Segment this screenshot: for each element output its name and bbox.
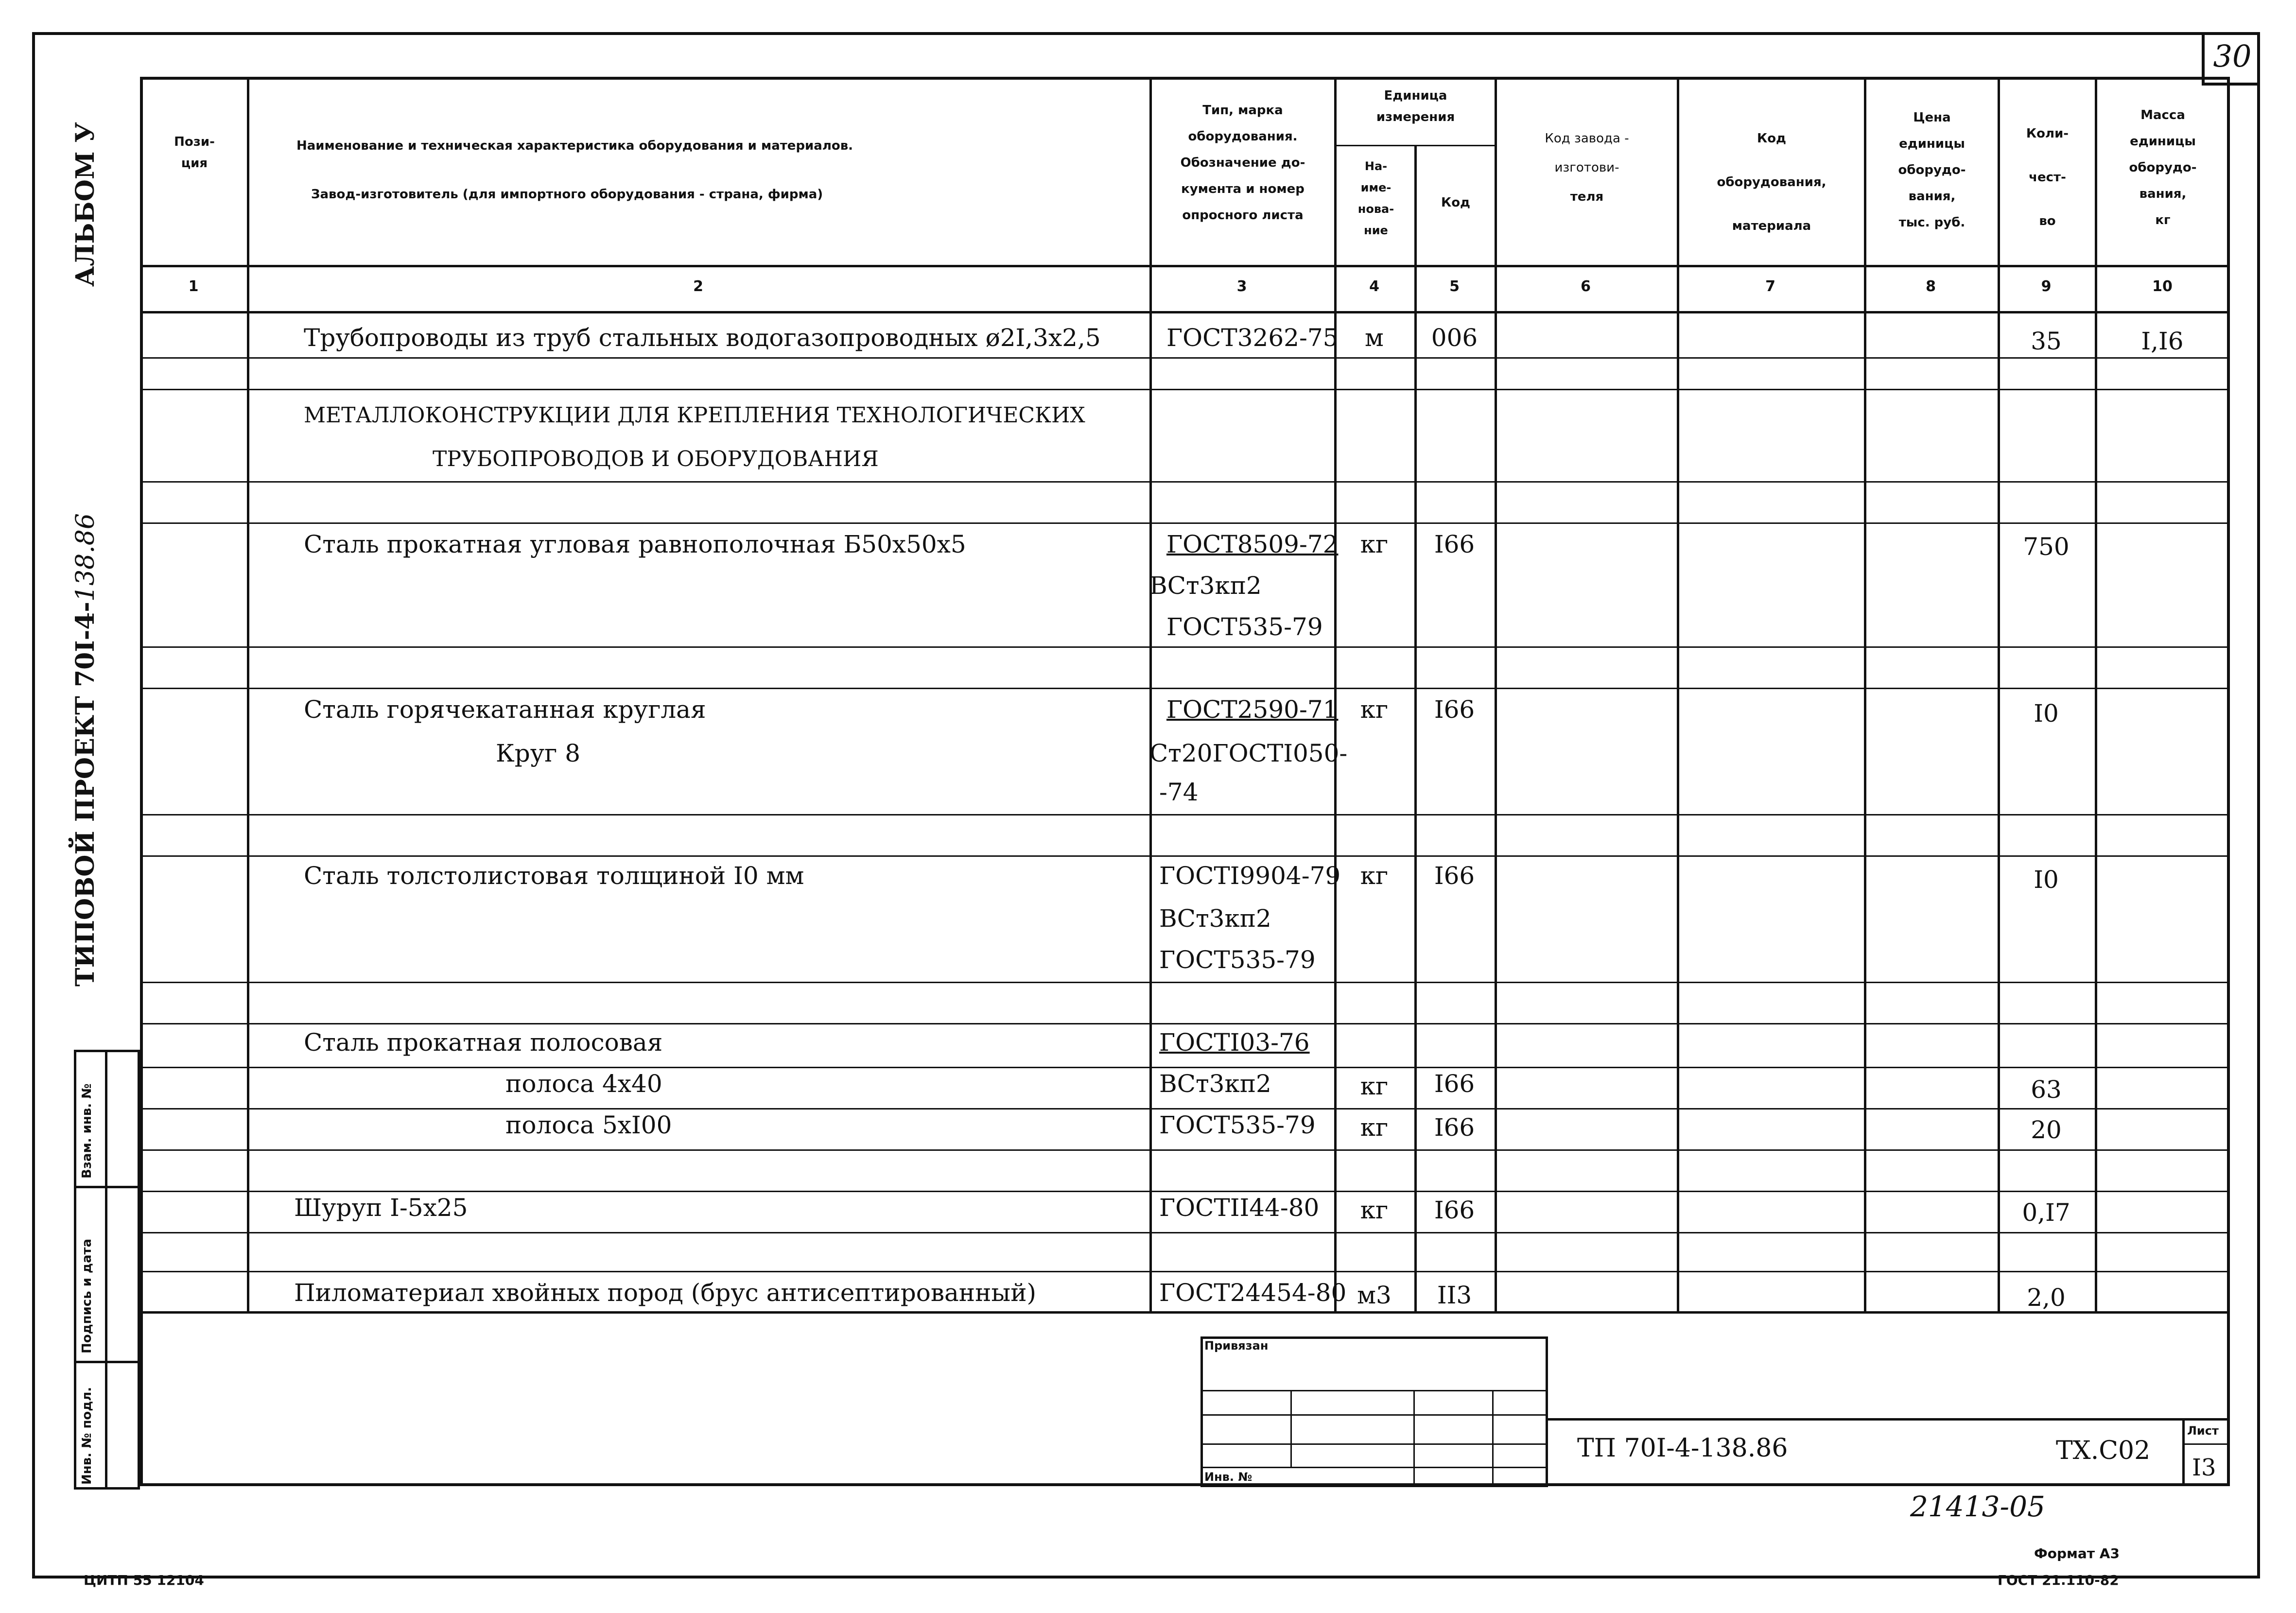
header-quantity-line2: чест-	[2029, 170, 2066, 185]
row-plate-qty: I0	[2034, 866, 2059, 894]
row-plate-name: Сталь толстолистовая толщиной I0 мм	[304, 862, 804, 890]
project-label-text: ТИПОВОЙ ПРОЕКТ 70I-4-	[70, 602, 100, 987]
header-unit-name-line3: нова-	[1357, 202, 1394, 216]
row-angle-grade: ВСт3кп2	[1149, 572, 1262, 600]
header-mass	[2097, 102, 2228, 233]
section-heading-line2: ТРУБОПРОВОДОВ И ОБОРУДОВАНИЯ	[433, 447, 879, 471]
row-1-qty: 35	[2031, 327, 2062, 355]
row-angle-code: I66	[1434, 530, 1475, 558]
header-factory-code	[1497, 117, 1677, 219]
col-number-6: 6	[1581, 278, 1591, 295]
row-plate-unit: кг	[1360, 862, 1389, 890]
row-strip-name: Сталь прокатная полосовая	[304, 1028, 663, 1057]
header-type-line1: Тип, марка	[1202, 103, 1283, 118]
handwritten-number: 21413-05	[1910, 1490, 2045, 1523]
row-lumber-unit: м3	[1357, 1281, 1392, 1309]
row-round-code: I66	[1434, 695, 1475, 724]
row-strip-b-qty: 20	[2031, 1116, 2062, 1144]
header-unit-name-line4: ние	[1364, 224, 1388, 237]
row-angle-unit: кг	[1360, 530, 1389, 558]
col-number-10: 10	[2152, 278, 2173, 295]
header-factory-code-line1: Код завода -	[1545, 131, 1629, 146]
header-unit-line2: измерения	[1376, 110, 1455, 124]
header-type-line4: кумента и номер	[1181, 182, 1305, 196]
row-round-unit: кг	[1360, 695, 1389, 724]
col-number-7: 7	[1765, 278, 1775, 295]
stamp-label-inv-original: Инв. № подл.	[80, 1387, 94, 1485]
row-screw-name: Шуруп I-5х25	[294, 1194, 468, 1222]
row-screw-qty: 0,I7	[2022, 1198, 2070, 1227]
header-unit-code: Код	[1441, 195, 1471, 210]
header-equipment-code	[1679, 117, 1864, 248]
header-mass-line5: кг	[2155, 213, 2171, 227]
header-type	[1153, 97, 1333, 228]
header-quantity-line3: во	[2039, 214, 2056, 228]
header-quantity-line1: Коли-	[2026, 126, 2069, 141]
header-equipment-code-line2: оборудования,	[1717, 175, 1826, 190]
header-price-line2: единицы	[1899, 137, 1965, 151]
row-round-qty: I0	[2034, 699, 2059, 728]
row-lumber-doc: ГОСТ24454-80	[1159, 1279, 1347, 1307]
row-round-sub-doc: Ст20ГОСТI050-	[1149, 739, 1348, 767]
header-unit-line1: Единица	[1384, 88, 1447, 103]
row-lumber-qty: 2,0	[2027, 1283, 2066, 1312]
row-strip-a-name: полоса 4х40	[505, 1070, 662, 1098]
row-1-unit: м	[1365, 324, 1384, 352]
row-angle-qty: 750	[2023, 533, 2070, 561]
row-lumber-name: Пиломатериал хвойных пород (брус антисептированный)	[294, 1279, 1037, 1307]
header-position-line1: Пози-	[174, 135, 215, 149]
row-strip-a-code: I66	[1434, 1070, 1475, 1098]
format-label: Формат А3	[2034, 1545, 2120, 1561]
project-label-handwritten: 138.86	[71, 513, 100, 602]
header-type-line3: Обозначение до-	[1180, 156, 1305, 170]
header-factory-code-line3: теля	[1570, 190, 1604, 204]
row-1-code: 006	[1431, 324, 1478, 352]
header-equipment-code-line3: материала	[1732, 219, 1811, 233]
row-round-doc: ГОСТ2590-71	[1166, 695, 1339, 724]
header-unit-name-line1: На-	[1364, 159, 1388, 173]
col-number-3: 3	[1236, 278, 1247, 295]
header-name	[296, 121, 853, 219]
linked-stamp	[1200, 1336, 1548, 1487]
row-lumber-code: II3	[1437, 1281, 1472, 1309]
row-round-sub-name: Круг 8	[496, 739, 581, 767]
row-plate-doc: ГОСТI9904-79	[1159, 862, 1341, 890]
section-heading-line1: МЕТАЛЛОКОНСТРУКЦИИ ДЛЯ КРЕПЛЕНИЯ ТЕХНОЛОГИЧЕСКИХ	[304, 403, 1085, 428]
sheet-label: Лист	[2187, 1424, 2219, 1438]
row-screw-code: I66	[1434, 1196, 1475, 1224]
header-price	[1866, 104, 1998, 236]
sheet-number: 30	[2202, 32, 2260, 86]
row-round-sub-doc-cont: -74	[1159, 778, 1199, 806]
col-number-1: 1	[188, 278, 199, 295]
row-strip-a-unit: кг	[1360, 1072, 1389, 1100]
row-angle-doc: ГОСТ8509-72	[1166, 530, 1339, 558]
header-position	[146, 131, 243, 174]
header-price-line5: тыс. руб.	[1898, 215, 1966, 230]
stamp-label-signature-date: Подпись и дата	[80, 1238, 94, 1353]
header-mass-line3: оборудо-	[2129, 160, 2197, 175]
header-name-line1: Наименование и техническая характеристика оборудования и материалов.	[296, 139, 853, 153]
header-price-line4: вания,	[1908, 189, 1956, 204]
row-1-name: Трубопроводы из труб стальных водогазопроводных ø2I,3x2,5	[304, 324, 1101, 352]
row-1-doc: ГОСТ3262-75	[1166, 324, 1339, 352]
header-mass-line2: единицы	[2130, 134, 2196, 149]
header-mass-line1: Масса	[2140, 108, 2185, 122]
header-type-line2: оборудования.	[1188, 129, 1298, 144]
row-strip-b-code: I66	[1434, 1113, 1475, 1142]
header-name-line2: Завод-изготовитель (для импортного оборудования - страна, фирма)	[311, 187, 823, 202]
header-unit	[1337, 85, 1495, 128]
header-quantity	[2000, 112, 2095, 243]
row-round-name: Сталь горячекатанная круглая	[304, 695, 706, 724]
header-price-line1: Цена	[1913, 110, 1951, 125]
row-plate-code: I66	[1434, 862, 1475, 890]
project-label	[70, 513, 100, 987]
header-price-line3: оборудо-	[1898, 163, 1966, 177]
row-angle-gost: ГОСТ535-79	[1166, 613, 1323, 641]
header-unit-name-line2: име-	[1360, 181, 1392, 194]
designation: ТП 70I-4-138.86	[1577, 1434, 1788, 1463]
row-strip-b-name: полоса 5хI00	[505, 1111, 672, 1139]
row-strip-b-doc: ГОСТ535-79	[1159, 1111, 1316, 1139]
gost-footer: ГОСТ 21.110-82	[1998, 1572, 2119, 1588]
row-strip-doc: ГОСТI03-76	[1159, 1028, 1310, 1057]
row-1-mass: I,I6	[2141, 327, 2184, 355]
row-strip-a-doc: ВСт3кп2	[1159, 1070, 1271, 1098]
inv-no-label: Инв. №	[1204, 1470, 1252, 1484]
col-number-4: 4	[1369, 278, 1379, 295]
header-unit-name	[1338, 156, 1414, 241]
publisher-footer: ЦИТП 55 12104	[84, 1572, 204, 1588]
row-strip-a-qty: 63	[2031, 1075, 2062, 1104]
col-number-2: 2	[693, 278, 703, 295]
stamp-label-replaced-inv: Взам. инв. №	[80, 1083, 94, 1179]
col-number-5: 5	[1449, 278, 1460, 295]
linked-label: Привязан	[1204, 1339, 1269, 1353]
row-screw-doc: ГОСТII44-80	[1159, 1194, 1320, 1222]
header-equipment-code-line1: Код	[1757, 131, 1787, 146]
row-angle-name: Сталь прокатная угловая равнополочная Б50х50х5	[304, 530, 966, 558]
document-code: ТХ.С02	[2056, 1436, 2151, 1465]
sheet-value: I3	[2192, 1454, 2216, 1481]
album-label: АЛЬБОМ У	[70, 122, 100, 287]
header-type-line5: опросного листа	[1182, 208, 1304, 223]
col-number-9: 9	[2041, 278, 2052, 295]
header-mass-line4: вания,	[2139, 187, 2187, 201]
header-factory-code-line2: изготови-	[1554, 160, 1619, 175]
row-plate-grade: ВСт3кп2	[1159, 904, 1271, 933]
col-number-8: 8	[1926, 278, 1936, 295]
header-position-line2: ция	[181, 156, 208, 171]
row-plate-gost: ГОСТ535-79	[1159, 946, 1316, 974]
row-screw-unit: кг	[1360, 1196, 1389, 1224]
row-strip-b-unit: кг	[1360, 1113, 1389, 1142]
